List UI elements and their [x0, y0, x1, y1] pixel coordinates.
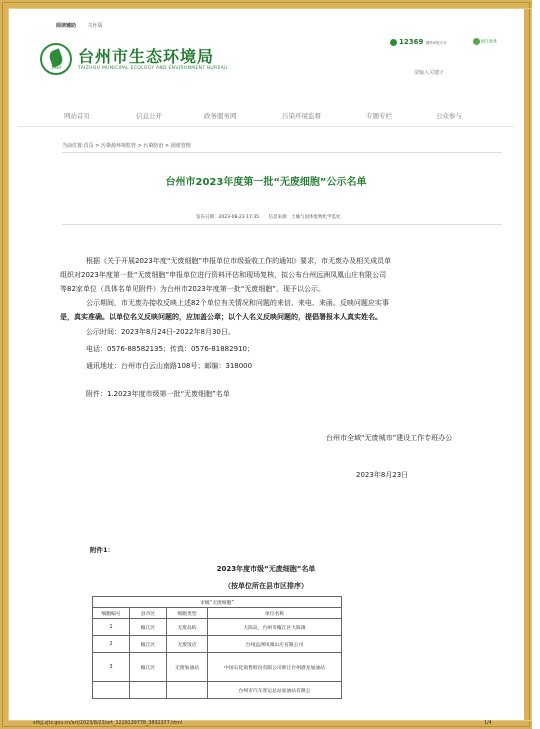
- contact-phone: 电话：0576-88582135；传真：0576-81882910；: [86, 345, 254, 353]
- search-input[interactable]: [414, 68, 484, 78]
- table-cell: 中国石化销售股份有限公司浙江台州港龙加油站: [208, 653, 342, 682]
- table-cell: [93, 682, 130, 699]
- nav-info-disclosure[interactable]: 信息公开: [136, 112, 162, 120]
- table-caption-row: [93, 597, 342, 608]
- nav-pollution-supervision[interactable]: 污染环境监督: [282, 112, 321, 120]
- article-meta: [196, 214, 349, 220]
- col-header-type: 细胞类型: [167, 608, 208, 619]
- print-footer-url: sthjj.zjtz.gov.cn/art/2023/8/23/art_1229139778_3892377.html: [33, 721, 183, 726]
- paragraph-1-line-1: 根据《关于开展2023年度“无废细胞”申报单位市级验收工作的通知》要求，市无废办及相关成员单: [86, 257, 392, 265]
- table-cell: 椒江区: [130, 619, 167, 636]
- col-header-id: 细胞编号: [93, 608, 130, 619]
- meta-divider: [62, 224, 502, 225]
- attachment-subtitle: （按单位所在县市区排序）: [224, 582, 308, 590]
- table-header-row: [93, 608, 342, 619]
- nav-public-participation[interactable]: 公众参与: [436, 112, 462, 120]
- paragraph-2-line-1: 公示期间，市无废办接收反映上述82个单位有关情况和问题的来信、来电、来函。反映问题应实事: [86, 299, 389, 307]
- print-page-number: 1/4: [484, 721, 492, 726]
- signature-date: 2023年8月23日: [356, 471, 409, 479]
- paragraph-1-line-2: 组织对2023年度第一批“无废细胞”申报单位进行资料评估和现场复核，拟公布台州远洲凤凰山庄有限公司: [60, 271, 387, 279]
- paragraph-1-line-3: 等82家单位（具体名单见附件）为台州市2023年度第一批“无废细胞”，现予以公示。: [60, 285, 325, 293]
- table-cell: 无废加油站: [167, 653, 208, 682]
- site-title[interactable]: 台州市生态环境局: [78, 47, 215, 66]
- breadcrumb-divider: [62, 152, 502, 153]
- table-cell: [167, 682, 208, 699]
- site-title-en: TAIZHOU MUNICIPAL ECOLOGY AND ENVIRONMENT BUREAU: [78, 66, 228, 71]
- table-cell: 台州远洲凤凰山庄有限公司: [208, 636, 342, 653]
- wechat-label: 浙江政务: [481, 38, 497, 44]
- nav-special-topics[interactable]: 专题专栏: [366, 112, 392, 120]
- publish-date: 发布日期：2023-08-23 17:35: [196, 215, 260, 220]
- table-cell: 大陈岛，台州市椒江区大陈镇: [208, 619, 342, 636]
- hotline-badge[interactable]: [390, 38, 447, 46]
- table-row: [93, 636, 342, 653]
- main-nav: [18, 106, 514, 127]
- table-row-partial: [93, 682, 342, 699]
- wechat-badge[interactable]: [473, 38, 497, 45]
- top-links: [56, 22, 113, 29]
- bureau-logo: [40, 43, 72, 75]
- info-source: 信息来源：土壤与固体废物化学监处: [268, 215, 341, 220]
- attachment-link[interactable]: 附件：1.2023年度市级第一批“无废细胞”名单: [86, 390, 230, 398]
- paragraph-2-line-2: 是，真实准确。以单位名义反映问题的，应加盖公章；以个人名义反映问题的，提倡署报本人真实姓名。: [60, 313, 382, 321]
- table-cell: 台州市汽车客运总站加油站有限公: [208, 682, 342, 699]
- nav-home[interactable]: 网站首页: [64, 112, 90, 120]
- table-cell: 2: [93, 636, 130, 653]
- table-cell: [130, 682, 167, 699]
- attachment-label: 附件1：: [90, 546, 115, 554]
- col-header-district: 县市区: [130, 608, 167, 619]
- logo-year: 1994: [50, 65, 62, 70]
- table-caption: 市级“无废细胞”: [93, 597, 342, 608]
- table-cell: 椒江区: [130, 653, 167, 682]
- table-cell: 无废饭店: [167, 636, 208, 653]
- wechat-icon: [473, 38, 480, 45]
- signature-office: 台州市全域“无废城市”建设工作专班办公: [326, 434, 453, 442]
- publicity-period: 公示时间：2023年8月24日-2022年8月30日。: [86, 328, 235, 336]
- reading-assist-link[interactable]: 阅读辅助: [56, 23, 77, 29]
- table-cell: 椒江区: [130, 636, 167, 653]
- article-title: 台州市2023年度第一批“无废细胞”公示名单: [165, 177, 367, 188]
- breadcrumb[interactable]: 当前位置:首页 > 污染源环境监管 > 污染防治 > 固废管理: [62, 143, 191, 149]
- hotline-number: 12369: [399, 38, 424, 46]
- care-mode-link[interactable]: 关怀版: [87, 23, 103, 29]
- attachment-title: 2023年度市级“无废细胞”名单: [216, 565, 316, 573]
- table-row: [93, 653, 342, 682]
- contact-address: 通讯地址：台州市白云山南路108号；邮编：318000: [86, 362, 253, 370]
- cells-table: [92, 596, 342, 699]
- table-cell: 1: [93, 619, 130, 636]
- table-cell: 无废岛屿: [167, 619, 208, 636]
- printed-page: [18, 18, 514, 726]
- nav-gov-service[interactable]: 政务服务网: [204, 112, 237, 120]
- col-header-unit: 单位名称: [208, 608, 342, 619]
- hotline-caption: 网络举报平台: [425, 41, 447, 45]
- table-cell: 3: [93, 653, 130, 682]
- table-row: [93, 619, 342, 636]
- phone-icon: [390, 39, 397, 46]
